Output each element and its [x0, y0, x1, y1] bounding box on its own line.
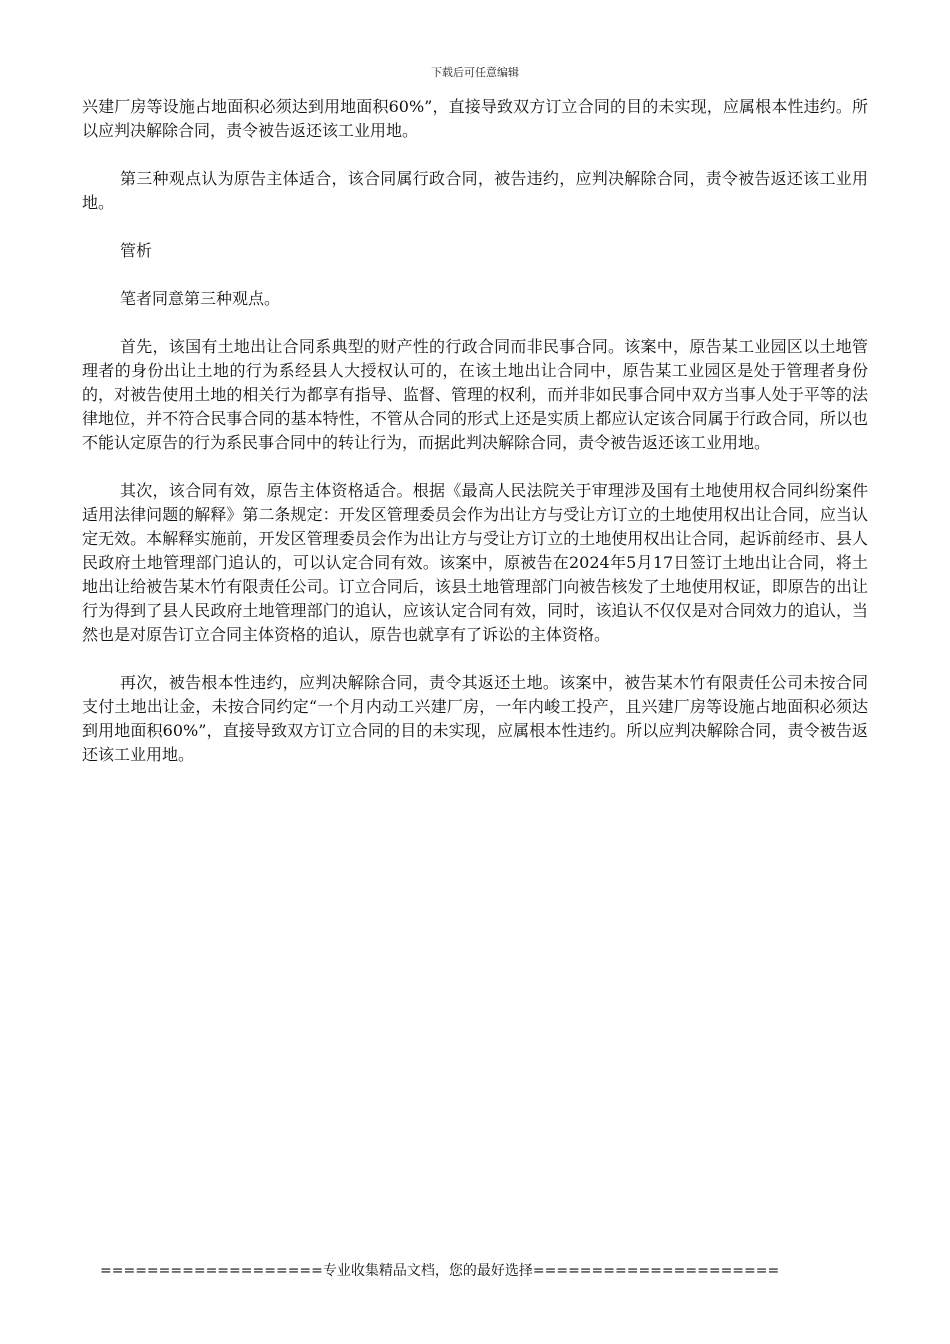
document-body	[82, 95, 868, 791]
paragraph-author-opinion: 笔者同意第三种观点。	[120, 289, 281, 308]
page-header-note: 下载后可任意编辑	[431, 66, 519, 79]
paragraph-third-reason: 再次，被告根本性违约，应判决解除合同，责令其返还土地。该案中，被告某木竹有限责任公司未按合同支付土地出让金，未按合同约定“一个月内动工兴建厂房，一年内峻工投产，且兴建厂房等设施占地面积必须达到用地面积60%”，直接导致双方订立合同的目的未实现，应属根本性违约。所以应判决解除合同，责令被告返还该工业用地。	[82, 673, 868, 764]
page-footer-note: ===================专业收集精品文档，您的最好选择=====================	[100, 1263, 780, 1279]
paragraph-third-view: 第三种观点认为原告主体适合，该合同属行政合同，被告违约，应判决解除合同，责令被告返还该工业用地。	[82, 169, 868, 212]
paragraph-second-reason: 其次，该合同有效，原告主体资格适合。根据《最高人民法院关于审理涉及国有土地使用权合同纠纷案件适用法律问题的解释》第二条规定：开发区管理委员会作为出让方与受让方订立的土地使用权出让合同，应当认定无效。本解释实施前，开发区管理委员会作为出让方与受让方订立的土地使用权出让合同，起诉前经市、县人民政府土地管理部门追认的，可以认定合同有效。该案中，原被告在2024年5月17日签订土地出让合同，将土地出让给被告某木竹有限责任公司。订立合同后，该县土地管理部门向被告核发了土地使用权证，即原告的出让行为得到了县人民政府土地管理部门的追认，应该认定合同有效，同时，该追认不仅仅是对合同效力的追认，当然也是对原告订立合同主体资格的追认，原告也就享有了诉讼的主体资格。	[82, 481, 868, 644]
section-heading-analysis: 管析	[120, 241, 153, 260]
paragraph-first-reason: 首先，该国有土地出让合同系典型的财产性的行政合同而非民事合同。该案中，原告某工业园区以土地管理者的身份出让土地的行为系经县人大授权认可的，在该土地出让合同中，原告某工业园区是处于管理者身份的，对被告使用土地的相关行为都享有指导、监督、管理的权利，而并非如民事合同中双方当事人处于平等的法律地位，并不符合民事合同的基本特性，不管从合同的形式上还是实质上都应认定该合同属于行政合同，所以也不能认定原告的行为系民事合同中的转让行为，而据此判决解除合同，责令被告返还该工业用地。	[82, 337, 868, 452]
paragraph-continuation: 兴建厂房等设施占地面积必须达到用地面积60%”，直接导致双方订立合同的目的未实现，应属根本性违约。所以应判决解除合同，责令被告返还该工业用地。	[82, 97, 868, 140]
